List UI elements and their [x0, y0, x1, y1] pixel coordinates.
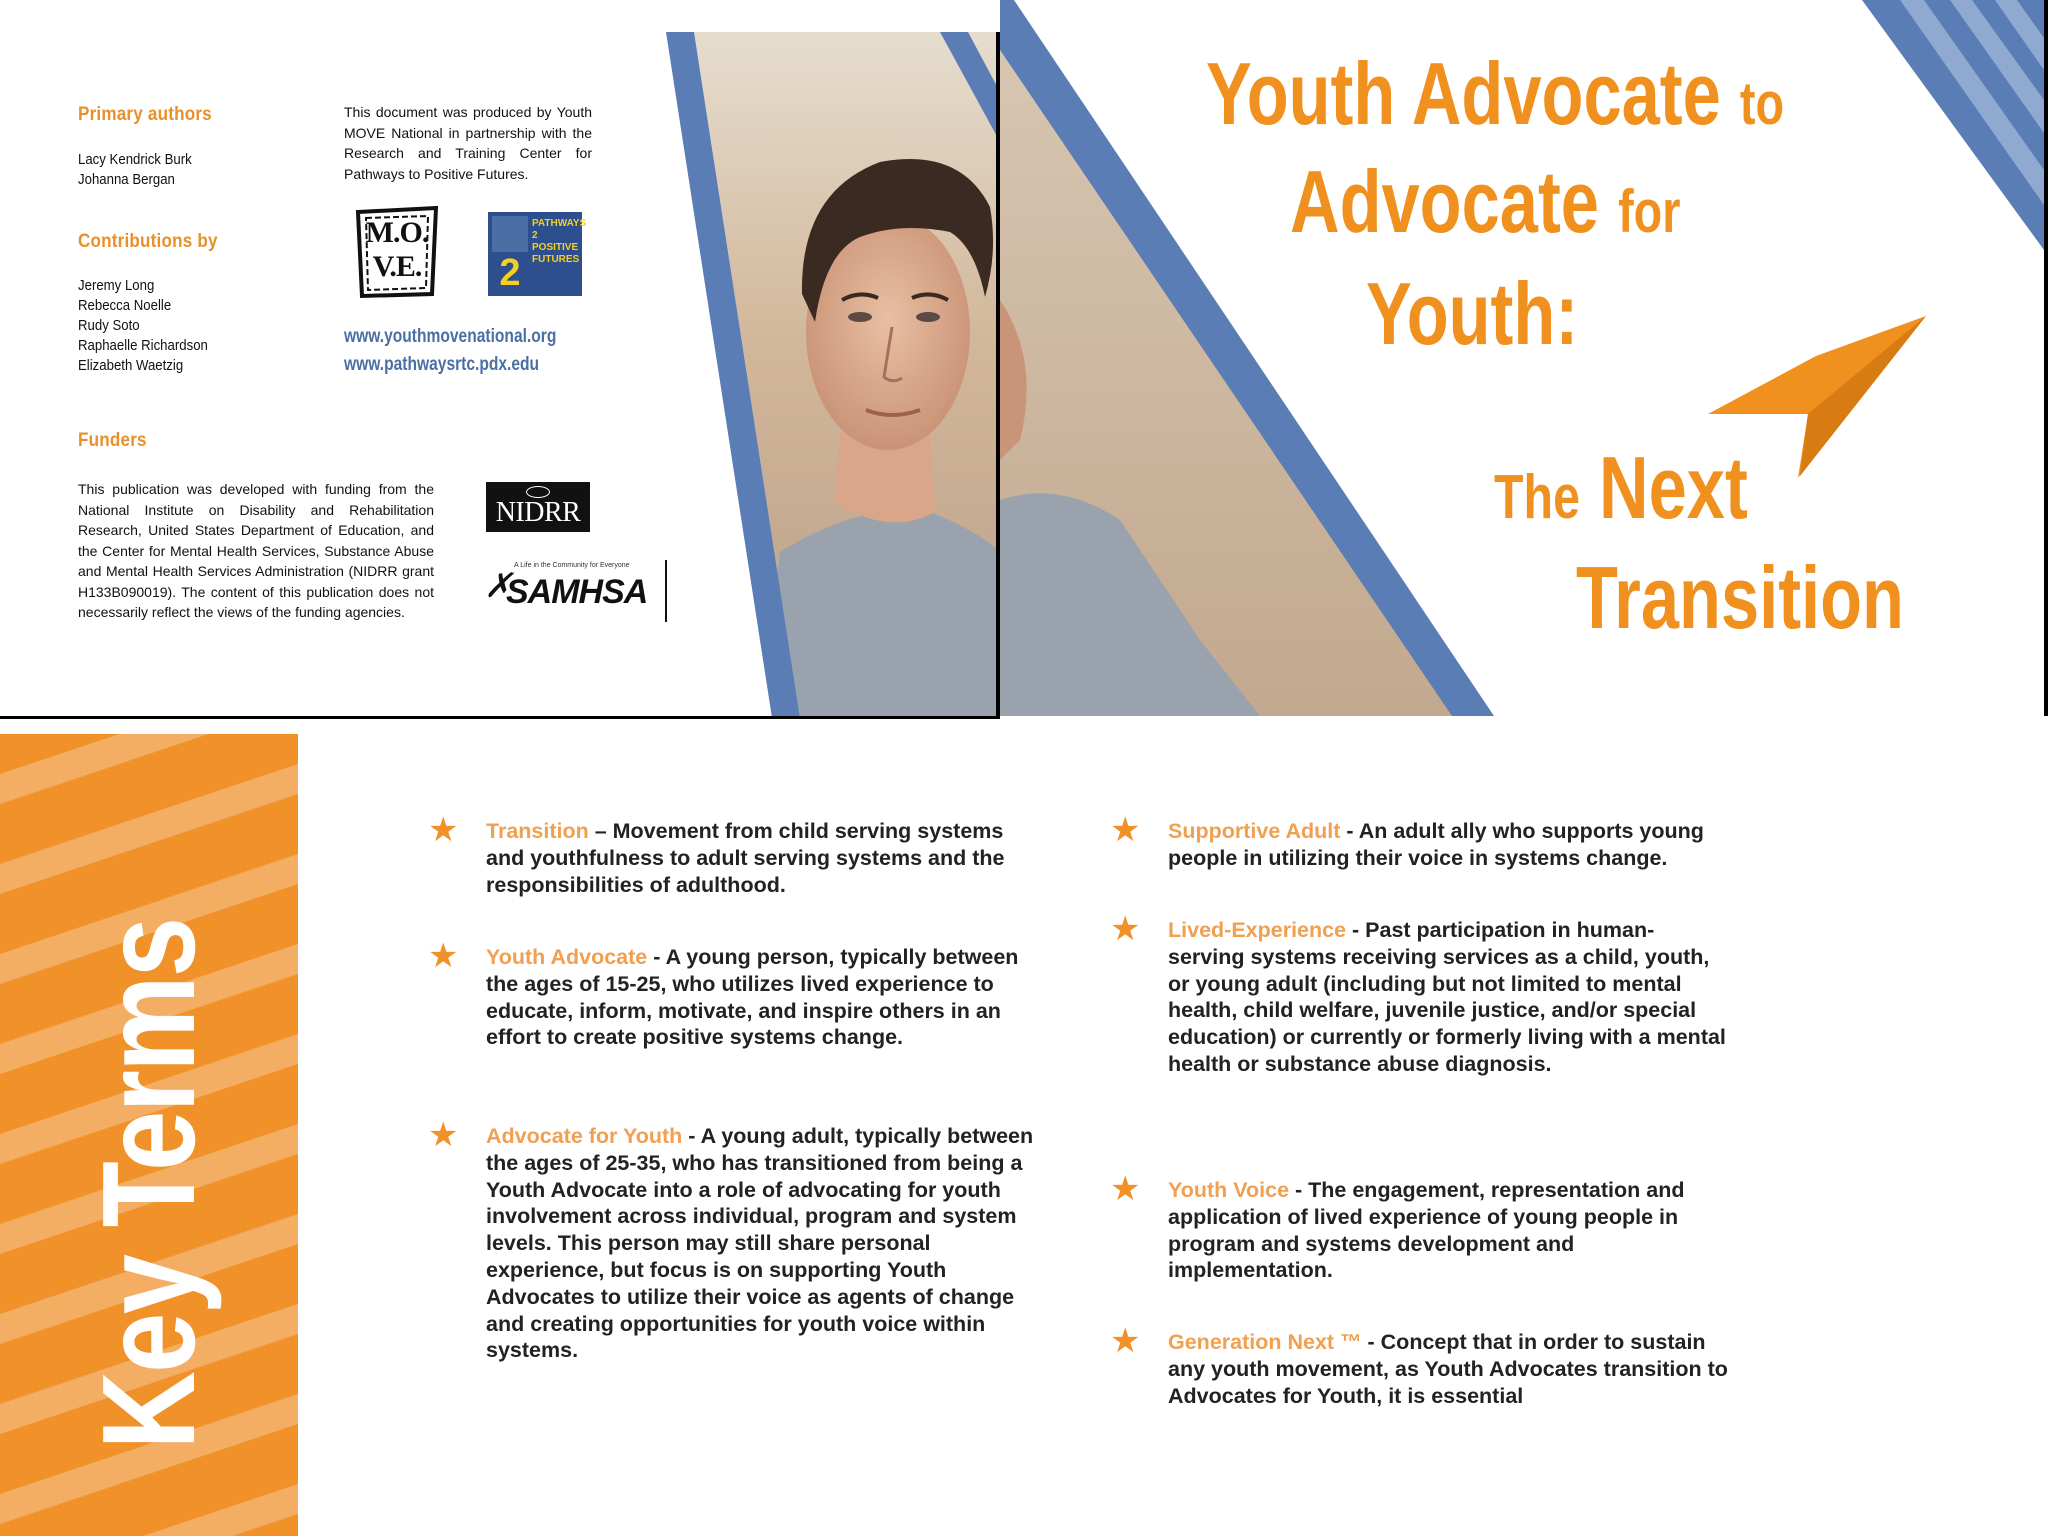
term-definition: - A young person, typically between the ages of 15-25, who utilizes lived experience to educate, inform, motivate, and inspire others in an effort to create positive systems change. [486, 945, 1019, 1050]
cover-title-line3: Youth: [1366, 264, 1579, 363]
subtitle-the: The [1494, 463, 1580, 532]
term-name: Lived-Experience [1168, 918, 1347, 942]
key-terms-heading: Key Terms [75, 918, 222, 1450]
nidrr-logo-text: NIDRR [495, 497, 581, 528]
term-name: Supportive Adult [1168, 819, 1341, 843]
contributor-name: Elizabeth Waetzig [78, 357, 184, 374]
primary-authors-heading: Primary authors [78, 104, 212, 125]
title-for: for [1618, 178, 1681, 245]
term-definition: - An adult ally who supports young people in utilizing their voice in systems change. [1168, 819, 1704, 870]
portrait-photo [0, 32, 1000, 718]
term-advocate-for-youth [428, 1116, 1046, 1364]
star-icon: ★ [1110, 910, 1141, 948]
produced-by-text: This document was produced by Youth MOVE National in partnership with the Research and Training Center for Pathways to Positive Futures. [344, 104, 592, 182]
term-name: Youth Advocate [486, 945, 648, 969]
star-icon: ★ [1110, 1170, 1141, 1208]
move-logo-text: M.O.V.E. [365, 216, 429, 283]
contributor-name: Jeremy Long [78, 277, 155, 294]
pathways-url-link[interactable]: www.pathwaysrtc.pdx.edu [344, 354, 540, 375]
samhsa-logo-text: SAMHSA [506, 573, 648, 611]
cover-subtitle-line1 [1494, 440, 1748, 546]
term-definition: - The engagement, representation and application of lived experience of young people in program and systems development and implementation. [1168, 1178, 1685, 1283]
term-definition: - Past participation in human-serving systems receiving services as a child, youth, or young adult (including but not limited to mental health, child welfare, juvenile justice, and/or special education) or currently or formerly living with a mental health or substance abuse diagnosis. [1168, 918, 1726, 1076]
cover-panel [1000, 0, 2048, 716]
contributor-name: Rebecca Noelle [78, 297, 172, 314]
credits-panel [0, 32, 1000, 718]
term-youth-advocate [428, 937, 1046, 1051]
panel-border [0, 716, 1000, 719]
pathways-logo: 2 PATHWAYS 2 POSITIVE FUTURES [488, 212, 582, 296]
term-lived-experience [1110, 910, 1728, 1078]
term-transition [428, 811, 1046, 898]
contributions-heading: Contributions by [78, 231, 218, 252]
term-definition: - A young adult, typically between the ages of 25-35, who has transitioned from being a Youth Advocate into a role of advocating for youth involvement across individual, program and system levels. This person may still share personal experience, but focus is on supporting Youth Advocates to utilize their voice as agents of change and creating opportunities for youth voice within systems. [486, 1124, 1034, 1363]
star-icon: ★ [1110, 811, 1141, 849]
pathways-logo-text: PATHWAYS 2 POSITIVE FUTURES [532, 218, 587, 265]
star-icon: ★ [428, 1116, 459, 1154]
contributor-name: Rudy Soto [78, 317, 140, 334]
term-supportive-adult [1110, 811, 1728, 872]
star-icon: ★ [428, 811, 459, 849]
cover-subtitle-line2: Transition [1576, 548, 1904, 647]
samhsa-figure-icon: ✗ [484, 567, 513, 605]
star-icon: ★ [1110, 1322, 1141, 1360]
term-name: Generation Next ™ [1168, 1330, 1362, 1354]
key-terms-sidebar [0, 734, 298, 1536]
youthmove-url-link[interactable]: www.youthmovenational.org [344, 326, 557, 347]
funders-heading: Funders [78, 430, 147, 451]
contributor-name: Raphaelle Richardson [78, 337, 208, 354]
title-advocate: Advocate [1290, 152, 1599, 251]
term-name: Advocate for Youth [486, 1124, 683, 1148]
author-name: Lacy Kendrick Burk [78, 151, 192, 168]
samhsa-tagline: A Life in the Community for Everyone [514, 562, 630, 569]
term-youth-voice [1110, 1170, 1728, 1284]
title-to: to [1739, 70, 1785, 137]
term-name: Youth Voice [1168, 1178, 1290, 1202]
term-definition: - Concept that in order to sustain any youth movement, as Youth Advocates transition to Advocates for Youth, it is essential [1168, 1330, 1728, 1408]
term-generation-next [1110, 1322, 1728, 1409]
funders-text: This publication was developed with funding from the National Institute on Disability and Rehabilitation Research, United States Department of Education, and the Center for Mental Health Services, Substance Abuse and Mental Health Services Administration (NIDRR grant H133B090019). The content of this publication does not necessarily reflect the views of the funding agencies. [78, 481, 434, 620]
term-name: Transition [486, 819, 589, 843]
cover-title-line1 [1206, 46, 1784, 152]
term-definition: – Movement from child serving systems and youthfulness to adult serving systems and the responsibilities of adulthood. [486, 819, 1005, 897]
subtitle-next: Next [1599, 438, 1748, 537]
panel-border [2044, 0, 2048, 716]
author-name: Johanna Bergan [78, 171, 175, 188]
title-youth-advocate: Youth Advocate [1206, 44, 1721, 143]
cover-title-line2 [1290, 154, 1680, 260]
star-icon: ★ [428, 937, 459, 975]
